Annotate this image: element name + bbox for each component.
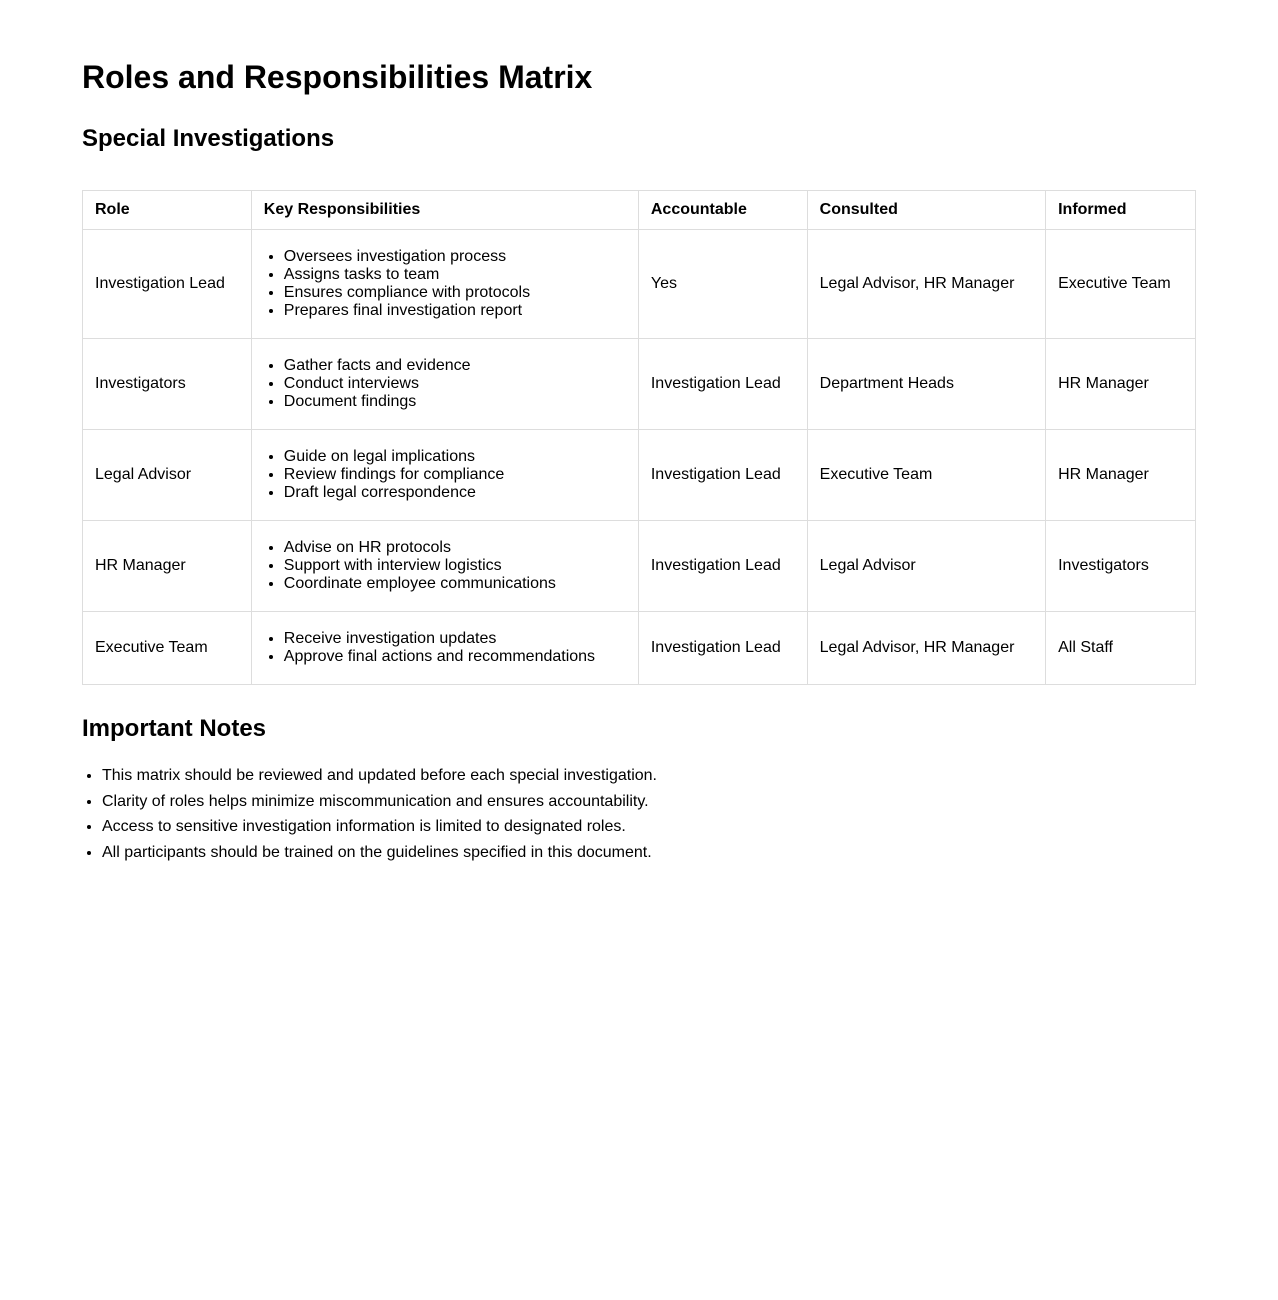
note-item: • This matrix should be reviewed and updated before each special investigation. (102, 767, 1196, 785)
responsibilities-cell (251, 339, 638, 430)
responsibility-item: • Receive investigation updates (284, 630, 626, 648)
responsibility-item: • Document findings (284, 393, 626, 411)
table-row (83, 521, 1196, 612)
responsibility-item: • Assigns tasks to team (284, 266, 626, 284)
responsibilities-list (264, 539, 626, 593)
responsibility-item: • Guide on legal implications (284, 448, 626, 466)
note-item: • Clarity of roles helps minimize miscommunication and ensures accountability. (102, 793, 1196, 811)
informed-cell: HR Manager (1046, 430, 1196, 521)
responsibilities-cell (251, 521, 638, 612)
responsibility-item: • Review findings for compliance (284, 466, 626, 484)
accountable-cell: Investigation Lead (638, 612, 807, 685)
responsibility-item: • Ensures compliance with protocols (284, 284, 626, 302)
responsibilities-list (264, 357, 626, 411)
responsibility-item: • Support with interview logistics (284, 557, 626, 575)
table-row (83, 230, 1196, 339)
role-cell: Legal Advisor (83, 430, 252, 521)
accountable-cell: Investigation Lead (638, 339, 807, 430)
informed-cell: All Staff (1046, 612, 1196, 685)
responsibilities-cell (251, 612, 638, 685)
role-cell: Investigation Lead (83, 230, 252, 339)
responsibility-item: • Gather facts and evidence (284, 357, 626, 375)
header-accountable: Accountable (638, 191, 807, 230)
responsibilities-list (264, 248, 626, 320)
responsibility-item: • Oversees investigation process (284, 248, 626, 266)
consulted-cell: Legal Advisor (807, 521, 1045, 612)
consulted-cell: Legal Advisor, HR Manager (807, 612, 1045, 685)
responsibilities-list (264, 448, 626, 502)
consulted-cell: Legal Advisor, HR Manager (807, 230, 1045, 339)
consulted-cell: Executive Team (807, 430, 1045, 521)
section-title: Special Investigations (82, 125, 335, 152)
responsibility-item: • Approve final actions and recommendations (284, 648, 626, 666)
table-row (83, 339, 1196, 430)
notes-list (82, 767, 1196, 862)
header-role: Role (83, 191, 252, 230)
table-row (83, 612, 1196, 685)
informed-cell: Executive Team (1046, 230, 1196, 339)
header-consulted: Consulted (807, 191, 1045, 230)
table-row (83, 430, 1196, 521)
role-cell: HR Manager (83, 521, 252, 612)
responsibility-item: • Draft legal correspondence (284, 484, 626, 502)
responsibilities-cell (251, 230, 638, 339)
header-informed: Informed (1046, 191, 1196, 230)
table-header-row (83, 191, 1196, 230)
page-title: Roles and Responsibilities Matrix (82, 59, 593, 95)
responsibility-item: • Advise on HR protocols (284, 539, 626, 557)
consulted-cell: Department Heads (807, 339, 1045, 430)
header-responsibilities: Key Responsibilities (251, 191, 638, 230)
raci-matrix-table (82, 190, 1196, 685)
informed-cell: Investigators (1046, 521, 1196, 612)
responsibilities-cell (251, 430, 638, 521)
accountable-cell: Yes (638, 230, 807, 339)
notes-title: Important Notes (82, 715, 267, 742)
accountable-cell: Investigation Lead (638, 430, 807, 521)
responsibility-item: • Conduct interviews (284, 375, 626, 393)
responsibility-item: • Prepares final investigation report (284, 302, 626, 320)
role-cell: Investigators (83, 339, 252, 430)
informed-cell: HR Manager (1046, 339, 1196, 430)
responsibilities-list (264, 630, 626, 666)
responsibility-item: • Coordinate employee communications (284, 575, 626, 593)
accountable-cell: Investigation Lead (638, 521, 807, 612)
note-item: • All participants should be trained on the guidelines specified in this document. (102, 844, 1196, 862)
role-cell: Executive Team (83, 612, 252, 685)
note-item: • Access to sensitive investigation information is limited to designated roles. (102, 818, 1196, 836)
